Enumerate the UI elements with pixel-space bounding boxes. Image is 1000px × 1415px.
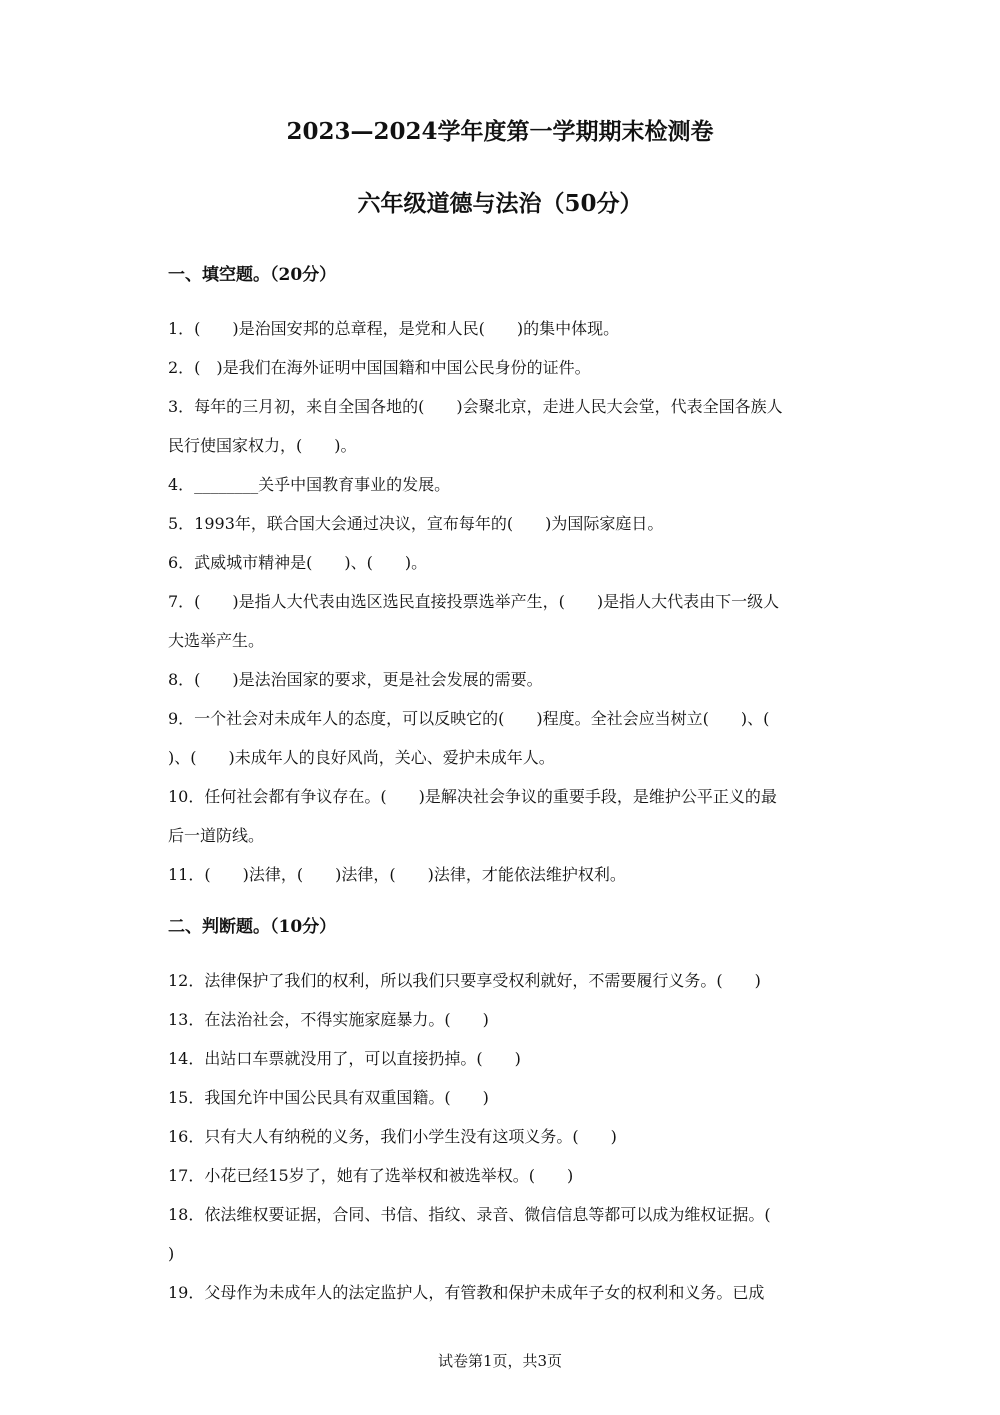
question-line: 7．( )是指人大代表由选区选民直接投票选举产生，( )是指人大代表由下一级人: [168, 592, 780, 611]
question-line: 3．每年的三月初，来自全国各地的( )会聚北京，走进人民大会堂，代表全国各族人: [168, 397, 783, 416]
question-line: 2．( )是我们在海外证明中国国籍和中国公民身份的证件。: [168, 358, 591, 377]
section-true-false-heading: 二、判断题。（10分）: [168, 917, 337, 937]
page-number-footer: 试卷第1页，共3页: [437, 1352, 563, 1370]
question-line: 大选举产生。: [168, 631, 265, 650]
question-line: 5．1993年，联合国大会通过决议，宣布每年的( )为国际家庭日。: [168, 514, 664, 533]
question-line: 14．出站口车票就没用了，可以直接扔掉。( ): [168, 1049, 521, 1068]
question-line: 后一道防线。: [168, 826, 265, 845]
section-fill-blank-heading: 一、填空题。（20分）: [168, 265, 337, 285]
question-line: ): [168, 1244, 175, 1263]
question-line: 1．( )是治国安邦的总章程，是党和人民( )的集中体现。: [168, 319, 620, 338]
question-line: 12．法律保护了我们的权利，所以我们只要享受权利就好，不需要履行义务。( ): [168, 971, 761, 990]
exam-title: 2023—2024学年度第一学期期末检测卷: [286, 118, 714, 145]
question-line: 10．任何社会都有争议存在。( )是解决社会争议的重要手段，是维护公平正义的最: [168, 787, 777, 806]
question-line: 4．________关乎中国教育事业的发展。: [168, 475, 451, 494]
question-line: 18．依法维权要证据，合同、书信、指纹、录音、微信信息等都可以成为维权证据。(: [168, 1205, 771, 1224]
question-line: 9．一个社会对未成年人的态度，可以反映它的( )程度。全社会应当树立( )、(: [168, 709, 770, 728]
question-line: 17．小花已经15岁了，她有了选举权和被选举权。( ): [168, 1166, 574, 1185]
question-line: )、( )未成年人的良好风尚，关心、爱护未成年人。: [168, 748, 555, 767]
question-line: 11．( )法律，( )法律，( )法律，才能依法维护权利。: [168, 865, 626, 884]
question-line: 6．武威城市精神是( )、( )。: [168, 553, 428, 572]
question-line: 13．在法治社会，不得实施家庭暴力。( ): [168, 1010, 489, 1029]
question-line: 8．( )是法治国家的要求，更是社会发展的需要。: [168, 670, 543, 689]
exam-subtitle: 六年级道德与法治（50分）: [357, 190, 643, 217]
question-line: 民行使国家权力，( )。: [168, 436, 357, 455]
question-line: 16．只有大人有纳税的义务，我们小学生没有这项义务。( ): [168, 1127, 617, 1146]
question-line: 19．父母作为未成年人的法定监护人，有管教和保护未成年子女的权利和义务。已成: [168, 1283, 765, 1302]
question-line: 15．我国允许中国公民具有双重国籍。( ): [168, 1088, 489, 1107]
